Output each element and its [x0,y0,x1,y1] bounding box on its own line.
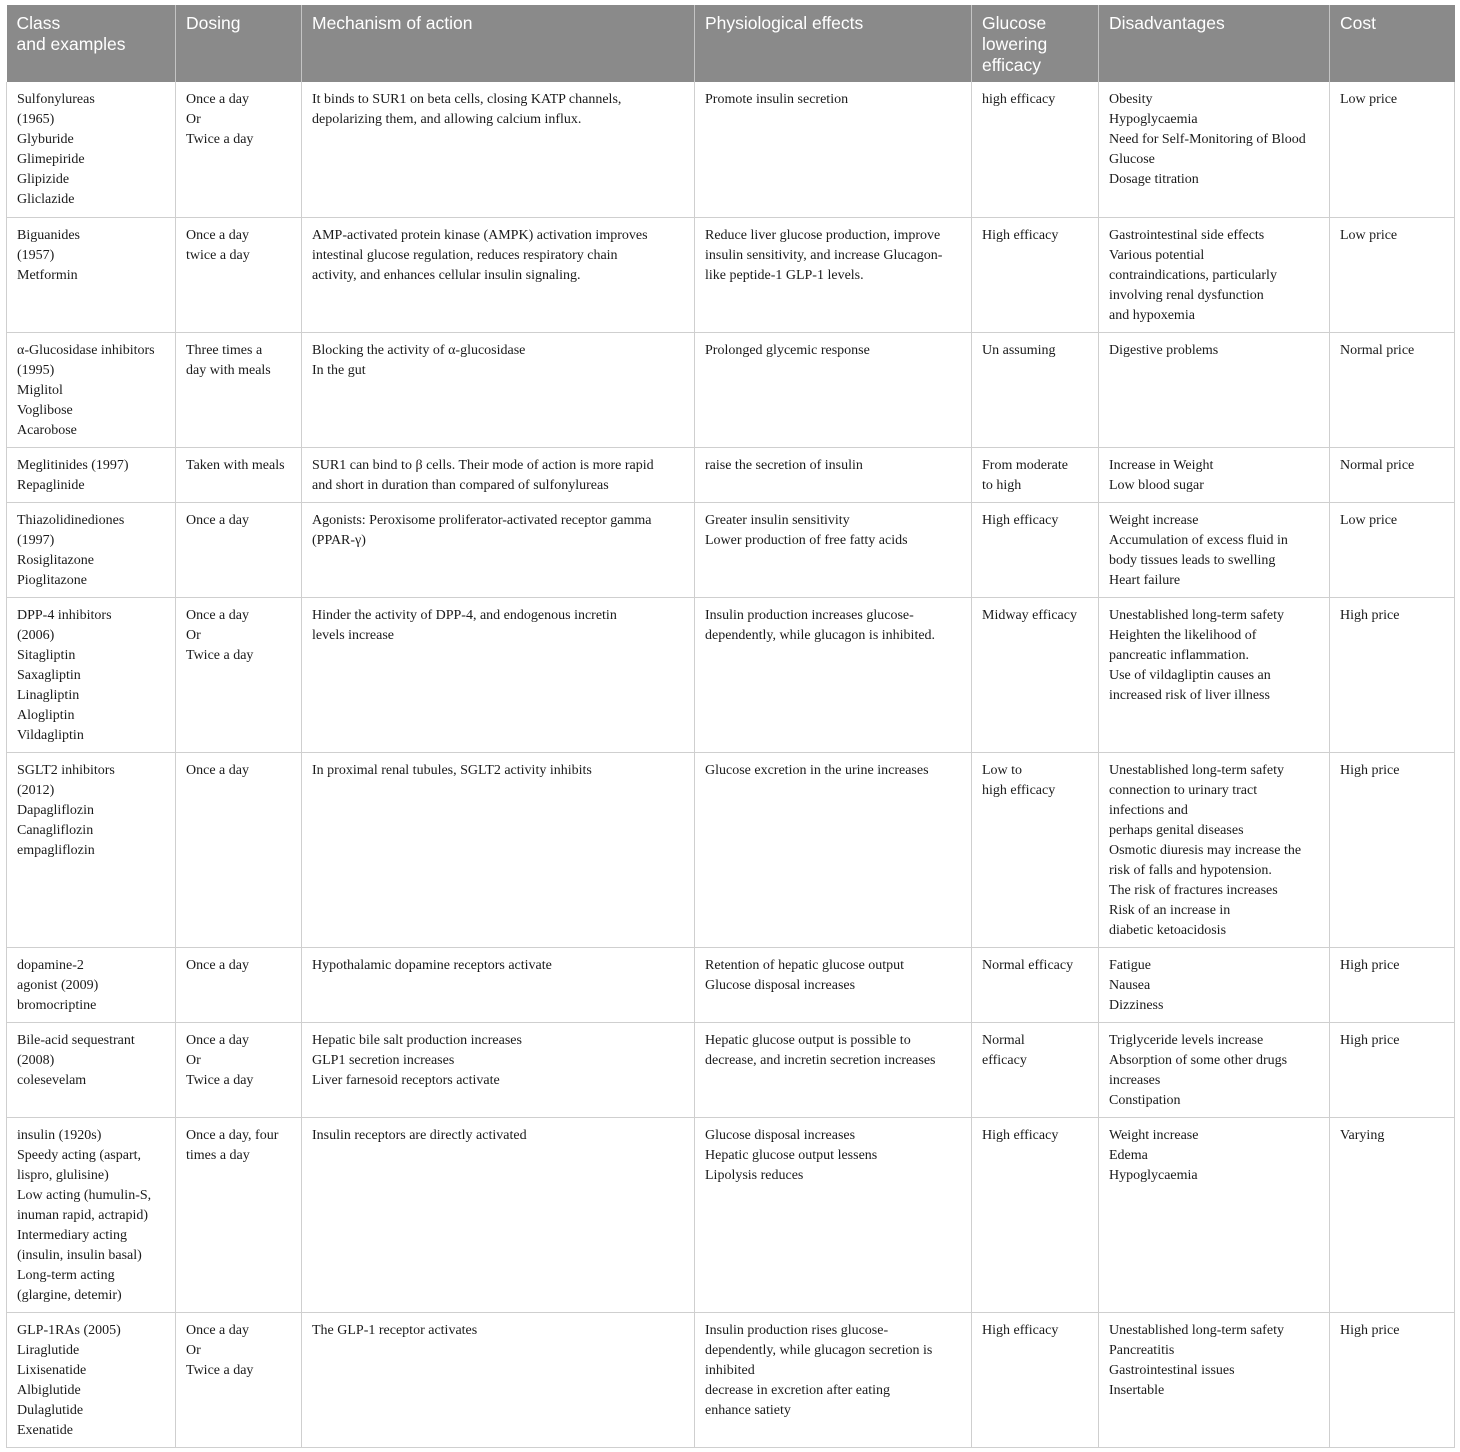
table-row [7,447,1455,502]
cell-glucose-efficacy: High efficacy [972,1312,1099,1447]
table-row [7,332,1455,447]
cell-physiological-effects: Greater insulin sensitivity Lower production of free fatty acids [695,502,972,597]
header-mechanism: Mechanism of action [302,5,695,82]
cell-physiological-effects: Insulin production rises glucose- dependently, while glucagon secretion is inhibited decrease in excretion after eating enhance satiety [695,1312,972,1447]
cell-cost: High price [1330,597,1455,752]
cell-class-examples: Meglitinides (1997) Repaglinide [7,447,176,502]
cell-cost: Low price [1330,217,1455,332]
cell-glucose-efficacy: From moderate to high [972,447,1099,502]
cell-glucose-efficacy: High efficacy [972,1117,1099,1312]
table-body [7,82,1455,1447]
cell-disadvantages: Unestablished long-term safety Heighten the likelihood of pancreatic inflammation. Use of vildagliptin causes an increased risk of liver illness [1099,597,1330,752]
cell-glucose-efficacy: High efficacy [972,217,1099,332]
table-row [7,1022,1455,1117]
cell-mechanism: Blocking the activity of α-glucosidase In the gut [302,332,695,447]
cell-dosing: Once a day [176,947,302,1022]
cell-glucose-efficacy: Normal efficacy [972,1022,1099,1117]
cell-physiological-effects: Insulin production increases glucose- dependently, while glucagon is inhibited. [695,597,972,752]
cell-class-examples: GLP-1RAs (2005) Liraglutide Lixisenatide Albiglutide Dulaglutide Exenatide [7,1312,176,1447]
cell-dosing: Once a day, four times a day [176,1117,302,1312]
table-header [7,5,1455,82]
cell-physiological-effects: Reduce liver glucose production, improve insulin sensitivity, and increase Glucagon- like peptide-1 GLP-1 levels. [695,217,972,332]
table-row [7,752,1455,947]
header-physiological-effects: Physiological effects [695,5,972,82]
header-glucose-efficacy: Glucose lowering efficacy [972,5,1099,82]
table-row [7,1312,1455,1447]
table-row [7,597,1455,752]
header-dosing: Dosing [176,5,302,82]
cell-mechanism: AMP-activated protein kinase (AMPK) activation improves intestinal glucose regulation, reduces respiratory chain activity, and enhances cellular insulin signaling. [302,217,695,332]
cell-dosing: Once a day twice a day [176,217,302,332]
header-class-examples: Class and examples [7,5,176,82]
cell-dosing: Three times a day with meals [176,332,302,447]
cell-physiological-effects: Prolonged glycemic response [695,332,972,447]
cell-cost: High price [1330,1312,1455,1447]
cell-class-examples: dopamine-2 agonist (2009) bromocriptine [7,947,176,1022]
cell-class-examples: insulin (1920s) Speedy acting (aspart, lispro, glulisine) Low acting (humulin-S, inuman rapid, actrapid) Intermediary acting (insulin, insulin basal) Long-term acting (glargine, detemir) [7,1117,176,1312]
cell-dosing: Once a day [176,752,302,947]
table-row [7,82,1455,217]
cell-disadvantages: Gastrointestinal side effects Various potential contraindications, particularly involving renal dysfunction and hypoxemia [1099,217,1330,332]
cell-mechanism: The GLP-1 receptor activates [302,1312,695,1447]
cell-disadvantages: Triglyceride levels increase Absorption of some other drugs increases Constipation [1099,1022,1330,1117]
cell-dosing: Once a day Or Twice a day [176,1312,302,1447]
cell-glucose-efficacy: Midway efficacy [972,597,1099,752]
cell-dosing: Once a day Or Twice a day [176,1022,302,1117]
cell-cost: High price [1330,1022,1455,1117]
cell-mechanism: Hinder the activity of DPP-4, and endogenous incretin levels increase [302,597,695,752]
cell-glucose-efficacy: High efficacy [972,502,1099,597]
cell-class-examples: DPP-4 inhibitors (2006) Sitagliptin Saxagliptin Linagliptin Alogliptin Vildagliptin [7,597,176,752]
cell-disadvantages: Obesity Hypoglycaemia Need for Self-Monitoring of Blood Glucose Dosage titration [1099,82,1330,217]
cell-cost: High price [1330,752,1455,947]
cell-cost: Normal price [1330,447,1455,502]
table-row [7,217,1455,332]
cell-dosing: Once a day [176,502,302,597]
diabetes-drug-table [6,5,1455,1448]
cell-mechanism: In proximal renal tubules, SGLT2 activity inhibits [302,752,695,947]
cell-class-examples: α-Glucosidase inhibitors (1995) Miglitol Voglibose Acarobose [7,332,176,447]
cell-disadvantages: Unestablished long-term safety Pancreatitis Gastrointestinal issues Insertable [1099,1312,1330,1447]
cell-cost: Low price [1330,502,1455,597]
cell-cost: High price [1330,947,1455,1022]
cell-dosing: Taken with meals [176,447,302,502]
cell-glucose-efficacy: Normal efficacy [972,947,1099,1022]
cell-disadvantages: Fatigue Nausea Dizziness [1099,947,1330,1022]
table-row [7,1117,1455,1312]
table-row [7,947,1455,1022]
cell-dosing: Once a day Or Twice a day [176,597,302,752]
cell-glucose-efficacy: high efficacy [972,82,1099,217]
cell-mechanism: Hepatic bile salt production increases GLP1 secretion increases Liver farnesoid receptors activate [302,1022,695,1117]
header-disadvantages: Disadvantages [1099,5,1330,82]
cell-cost: Varying [1330,1117,1455,1312]
cell-class-examples: Bile-acid sequestrant (2008) colesevelam [7,1022,176,1117]
cell-class-examples: SGLT2 inhibitors (2012) Dapagliflozin Canagliflozin empagliflozin [7,752,176,947]
cell-disadvantages: Unestablished long-term safety connection to urinary tract infections and perhaps genital diseases Osmotic diuresis may increase the risk of falls and hypotension. The risk of fractures increases Risk of an increase in diabetic ketoacidosis [1099,752,1330,947]
cell-mechanism: Agonists: Peroxisome proliferator-activated receptor gamma (PPAR-γ) [302,502,695,597]
cell-disadvantages: Weight increase Accumulation of excess fluid in body tissues leads to swelling Heart failure [1099,502,1330,597]
cell-class-examples: Sulfonylureas (1965) Glyburide Glimepiride Glipizide Gliclazide [7,82,176,217]
cell-dosing: Once a day Or Twice a day [176,82,302,217]
cell-physiological-effects: Retention of hepatic glucose output Glucose disposal increases [695,947,972,1022]
cell-physiological-effects: Hepatic glucose output is possible to decrease, and incretin secretion increases [695,1022,972,1117]
cell-physiological-effects: Glucose excretion in the urine increases [695,752,972,947]
cell-disadvantages: Increase in Weight Low blood sugar [1099,447,1330,502]
cell-cost: Normal price [1330,332,1455,447]
cell-disadvantages: Digestive problems [1099,332,1330,447]
cell-mechanism: Hypothalamic dopamine receptors activate [302,947,695,1022]
cell-glucose-efficacy: Un assuming [972,332,1099,447]
cell-class-examples: Thiazolidinediones (1997) Rosiglitazone Pioglitazone [7,502,176,597]
cell-cost: Low price [1330,82,1455,217]
cell-mechanism: It binds to SUR1 on beta cells, closing KATP channels, depolarizing them, and allowing calcium influx. [302,82,695,217]
cell-glucose-efficacy: Low to high efficacy [972,752,1099,947]
cell-physiological-effects: Glucose disposal increases Hepatic glucose output lessens Lipolysis reduces [695,1117,972,1312]
table-row [7,502,1455,597]
cell-physiological-effects: Promote insulin secretion [695,82,972,217]
cell-mechanism: SUR1 can bind to β cells. Their mode of action is more rapid and short in duration than compared of sulfonylureas [302,447,695,502]
cell-physiological-effects: raise the secretion of insulin [695,447,972,502]
cell-mechanism: Insulin receptors are directly activated [302,1117,695,1312]
header-cost: Cost [1330,5,1455,82]
cell-class-examples: Biguanides (1957) Metformin [7,217,176,332]
cell-disadvantages: Weight increase Edema Hypoglycaemia [1099,1117,1330,1312]
header-row [7,5,1455,82]
